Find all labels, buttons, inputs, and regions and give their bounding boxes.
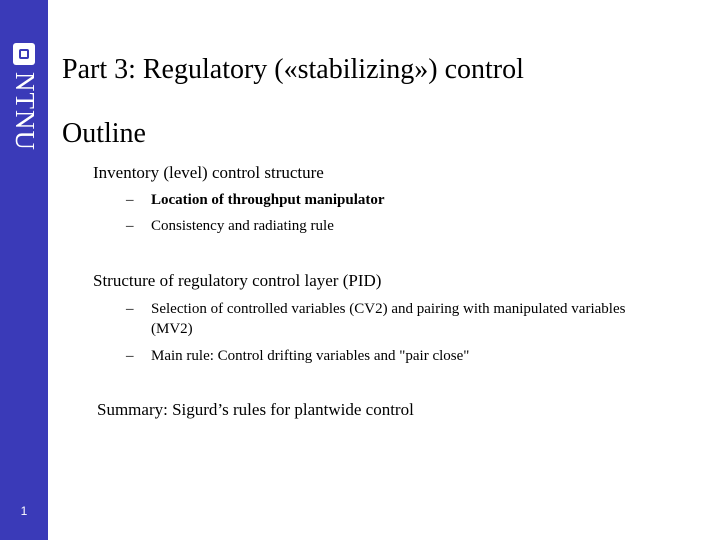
list-item <box>126 346 686 366</box>
list-item-text: Selection of controlled variables (CV2) and pairing with manipulated variables (MV2) <box>151 301 626 337</box>
list-item <box>126 190 686 210</box>
section-heading-inventory: Inventory (level) control structure <box>93 163 324 182</box>
summary-text: Summary: Sigurd’s rules for plantwide control <box>97 400 414 419</box>
sidebar <box>0 0 48 540</box>
list-item-text: Location of throughput manipulator <box>151 192 385 208</box>
bullet-dash: – <box>126 218 134 234</box>
list-item-text: Consistency and radiating rule <box>151 218 334 234</box>
list-item-text: Main rule: Control drifting variables and "pair close" <box>151 348 470 364</box>
bullet-dash: – <box>126 301 134 317</box>
outline-heading: Outline <box>62 118 146 149</box>
slide-number: 1 <box>20 504 28 518</box>
section-heading-regulatory: Structure of regulatory control layer (PID) <box>93 271 382 290</box>
ntnu-logo-icon <box>13 43 35 65</box>
bullet-dash: – <box>126 192 134 208</box>
bullet-dash: – <box>126 348 134 364</box>
list-item <box>126 216 686 236</box>
ntnu-logo-text: NTNU <box>10 72 40 151</box>
slide-title: Part 3: Regulatory («stabilizing») control <box>62 54 524 85</box>
list-item <box>126 299 686 339</box>
